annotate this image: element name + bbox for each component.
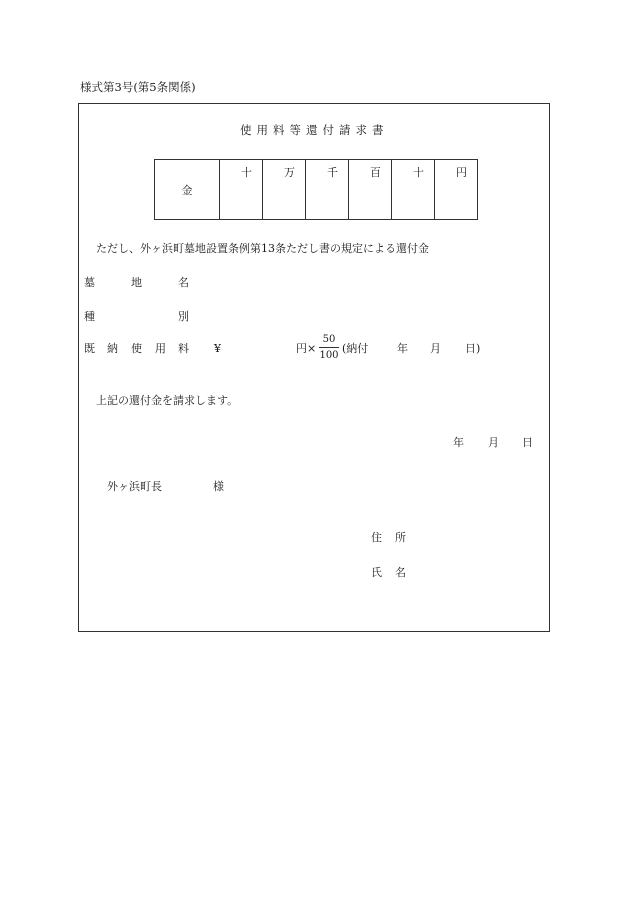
unit-label-yen: 円 xyxy=(456,166,467,179)
request-text: 上記の還付金を請求します。 xyxy=(96,394,239,407)
amount-table xyxy=(154,159,478,220)
name-label-1: 氏 xyxy=(371,566,382,579)
paid-fee-label-5: 料 xyxy=(178,342,189,355)
cemetery-name-label-3: 名 xyxy=(178,276,189,289)
yen-sign: ¥ xyxy=(214,342,221,355)
addressee-honorific: 様 xyxy=(213,480,224,493)
type-label-2: 別 xyxy=(178,310,189,323)
date-month: 月 xyxy=(488,436,499,449)
amount-digit-cell-4[interactable] xyxy=(392,160,435,220)
paid-date-open: (納付 xyxy=(342,342,369,355)
paid-date-month: 月 xyxy=(430,342,441,355)
date-day: 日 xyxy=(522,436,533,449)
unit-label-man: 万 xyxy=(284,166,295,179)
fraction-denominator: 100 xyxy=(319,350,339,361)
type-label-1: 種 xyxy=(84,310,95,323)
form-title: 使用料等還付請求書 xyxy=(240,123,389,137)
unit-label-sen: 千 xyxy=(327,166,338,179)
date-year: 年 xyxy=(453,436,464,449)
unit-label-juu: 十 xyxy=(413,166,424,179)
cemetery-name-label-1: 墓 xyxy=(84,276,95,289)
address-label-2: 所 xyxy=(395,531,406,544)
paid-fee-label-2: 納 xyxy=(107,342,118,355)
paid-fee-label-1: 既 xyxy=(84,342,95,355)
address-label-1: 住 xyxy=(371,531,382,544)
amount-digit-cell-3[interactable] xyxy=(349,160,392,220)
paid-date-day: 日) xyxy=(465,342,481,355)
yen-times-label: 円× xyxy=(296,342,317,355)
addressee-name: 外ヶ浜町長 xyxy=(107,480,162,493)
amount-digit-cell-5[interactable] xyxy=(435,160,478,220)
fraction-numerator: 50 xyxy=(322,334,336,345)
provision-text: ただし、外ヶ浜町墓地設置条例第13条ただし書の規定による還付金 xyxy=(96,242,429,255)
unit-label-hyaku: 百 xyxy=(370,166,381,179)
amount-label: 金 xyxy=(181,183,193,197)
amount-digit-cell-0[interactable] xyxy=(220,160,263,220)
paid-fee-label-3: 使 xyxy=(131,342,142,355)
paid-date-year: 年 xyxy=(397,342,408,355)
refund-ratio-fraction xyxy=(319,335,339,361)
paid-fee-label-4: 用 xyxy=(155,342,166,355)
unit-label-ten-man: 十 xyxy=(241,166,252,179)
amount-label-cell xyxy=(155,160,220,220)
amount-digit-cell-1[interactable] xyxy=(263,160,306,220)
amount-digit-cell-2[interactable] xyxy=(306,160,349,220)
name-label-2: 名 xyxy=(395,566,406,579)
cemetery-name-label-2: 地 xyxy=(131,276,142,289)
form-number-label: 様式第3号(第5条関係) xyxy=(80,80,196,94)
